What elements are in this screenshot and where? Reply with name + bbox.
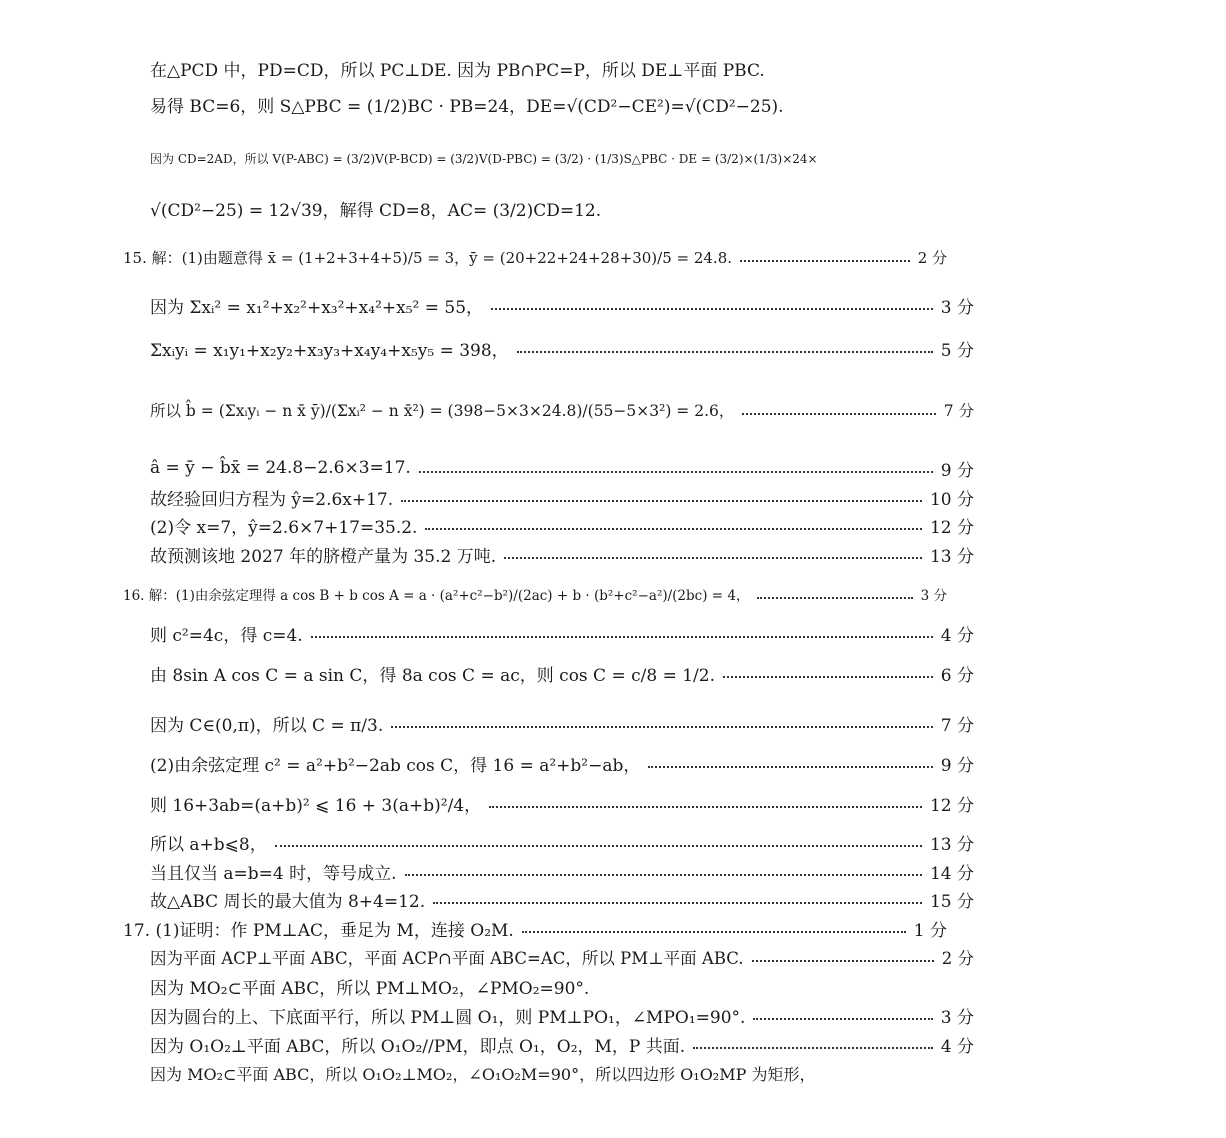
solution-line	[0, 751, 1100, 775]
solution-line	[0, 398, 1100, 422]
solution-line	[0, 1003, 1100, 1027]
solution-line	[0, 513, 1100, 537]
score-label: 5 分	[940, 340, 974, 361]
score-label: 4 分	[940, 625, 974, 646]
solution-line	[0, 485, 1100, 509]
leader-dots	[311, 636, 933, 638]
line-text: 因为 Σxᵢ² = x₁²+x₂²+x₃²+x₄²+x₅² = 55，	[150, 297, 484, 318]
score-label: 7 分	[940, 715, 974, 736]
leader-dots	[693, 1047, 933, 1049]
line-text: 故△ABC 周长的最大值为 8+4=12.	[150, 891, 426, 912]
line-text: 所以 b̂ = (Σxᵢyᵢ − n x̄ ȳ)/(Σxᵢ² − n x̄²) = (398−5×3×24.8)/(55−5×3²) = 2.6，	[150, 402, 735, 420]
line-text: 因为平面 ACP⊥平面 ABC，平面 ACP∩平面 ABC=AC，所以 PM⊥平面 ABC.	[150, 949, 744, 968]
solution-line	[0, 974, 1226, 998]
solution-line	[0, 859, 1100, 883]
line-text: â = ȳ − b̂x̄ = 24.8−2.6×3=17.	[150, 458, 411, 478]
solution-line	[0, 945, 1100, 969]
line-text: 因为 MO₂⊂平面 ABC，所以 O₁O₂⊥MO₂，∠O₁O₂M=90°，所以四边形 O₁O₂MP 为矩形，	[150, 1064, 816, 1084]
line-text: 因为 MO₂⊂平面 ABC，所以 PM⊥MO₂，∠PMO₂=90°.	[150, 978, 590, 999]
solution-line	[0, 582, 1073, 606]
leader-dots	[401, 500, 922, 502]
leader-dots	[740, 260, 910, 262]
score-label: 10 分	[929, 489, 974, 510]
solution-line	[0, 245, 1073, 269]
line-text: 当且仅当 a=b=4 时，等号成立.	[150, 863, 397, 884]
line-text: 因为 O₁O₂⊥平面 ABC，所以 O₁O₂//PM，即点 O₁，O₂，M，P 共面.	[150, 1036, 686, 1057]
score-label: 1 分	[913, 920, 947, 941]
solution-line	[0, 542, 1100, 566]
leader-dots	[517, 351, 933, 353]
solution-line	[0, 293, 1100, 317]
leader-dots	[752, 960, 934, 962]
leader-dots	[419, 471, 933, 473]
line-text: √(CD²−25) = 12√39，解得 CD=8，AC= (3/2)CD=12.	[150, 200, 602, 221]
score-label: 15 分	[929, 891, 974, 912]
leader-dots	[504, 557, 922, 559]
leader-dots	[522, 931, 906, 933]
leader-dots	[489, 806, 922, 808]
score-label: 6 分	[940, 665, 974, 686]
solution-line	[0, 56, 1226, 80]
score-label: 7 分	[943, 402, 974, 420]
line-text: Σxᵢyᵢ = x₁y₁+x₂y₂+x₃y₃+x₄y₄+x₅y₅ = 398，	[150, 340, 509, 361]
line-text: 故经验回归方程为 ŷ=2.6x+17.	[150, 489, 394, 510]
line-text: 15. 解：(1)由题意得 x̄ = (1+2+3+4+5)/5 = 3，ȳ = (20+22+24+28+30)/5 = 24.8.	[123, 248, 733, 267]
line-text: 因为 CD=2AD，所以 V(P-ABC) = (3/2)V(P-BCD) = (3/2)V(D-PBC) = (3/2) · (1/3)S△PBC · DE = (3/2)×(1/3)×24×	[150, 151, 818, 166]
score-label: 9 分	[940, 755, 974, 776]
leader-dots	[405, 874, 922, 876]
score-label: 2 分	[941, 949, 974, 968]
solution-line	[0, 1032, 1100, 1056]
score-label: 12 分	[929, 517, 974, 538]
line-text: 由 8sin A cos C = a sin C，得 8a cos C = ac，则 cos C = c/8 = 1/2.	[150, 665, 716, 686]
line-text: 因为圆台的上、下底面平行，所以 PM⊥圆 O₁，则 PM⊥PO₁，∠MPO₁=90°.	[150, 1007, 746, 1028]
solution-line	[0, 711, 1100, 735]
line-text: 故预测该地 2027 年的脐橙产量为 35.2 万吨.	[150, 546, 497, 567]
score-label: 4 分	[940, 1036, 974, 1057]
line-text: 17. (1)证明：作 PM⊥AC，垂足为 M，连接 O₂M.	[123, 920, 514, 941]
solution-line	[0, 661, 1100, 685]
solution-line	[0, 146, 1226, 170]
line-text: 16. 解：(1)由余弦定理得 a cos B + b cos A = a · (a²+c²−b²)/(2ac) + b · (b²+c²−a²)/(2bc) = 4，	[123, 588, 750, 604]
score-label: 14 分	[929, 863, 974, 884]
solution-line	[0, 456, 1100, 480]
solution-line	[0, 92, 1226, 116]
leader-dots	[275, 845, 922, 847]
score-label: 13 分	[929, 834, 974, 855]
solution-line	[0, 336, 1100, 360]
leader-dots	[753, 1018, 932, 1020]
line-text: 则 c²=4c，得 c=4.	[150, 625, 303, 646]
leader-dots	[742, 413, 935, 415]
leader-dots	[491, 308, 933, 310]
score-label: 12 分	[929, 795, 974, 816]
leader-dots	[425, 528, 922, 530]
score-label: 2 分	[917, 248, 947, 267]
line-text: 则 16+3ab=(a+b)² ⩽ 16 + 3(a+b)²/4，	[150, 795, 482, 816]
solution-line	[0, 830, 1100, 854]
score-label: 13 分	[929, 546, 974, 567]
line-text: 因为 C∈(0,π)，所以 C = π/3.	[150, 715, 384, 736]
leader-dots	[391, 726, 933, 728]
score-label: 9 分	[940, 460, 974, 481]
line-text: 在△PCD 中，PD=CD，所以 PC⊥DE. 因为 PB∩PC=P，所以 DE⊥平面 PBC.	[150, 60, 765, 81]
solution-line	[0, 887, 1100, 911]
solution-line	[0, 791, 1100, 815]
solution-line	[0, 1061, 1226, 1085]
leader-dots	[723, 676, 933, 678]
solution-line	[0, 916, 1073, 940]
line-text: 所以 a+b⩽8，	[150, 834, 267, 855]
leader-dots	[433, 902, 922, 904]
score-label: 3 分	[940, 1007, 974, 1028]
solution-line	[0, 621, 1100, 645]
score-label: 3 分	[920, 588, 947, 604]
leader-dots	[648, 766, 932, 768]
solution-line	[0, 196, 1226, 220]
line-text: (2)令 x=7，ŷ=2.6×7+17=35.2.	[150, 517, 418, 538]
line-text: (2)由余弦定理 c² = a²+b²−2ab cos C，得 16 = a²+b²−ab，	[150, 755, 641, 776]
line-text: 易得 BC=6，则 S△PBC = (1/2)BC · PB=24，DE=√(CD²−CE²)=√(CD²−25).	[150, 96, 784, 117]
leader-dots	[757, 597, 912, 599]
score-label: 3 分	[940, 297, 974, 318]
